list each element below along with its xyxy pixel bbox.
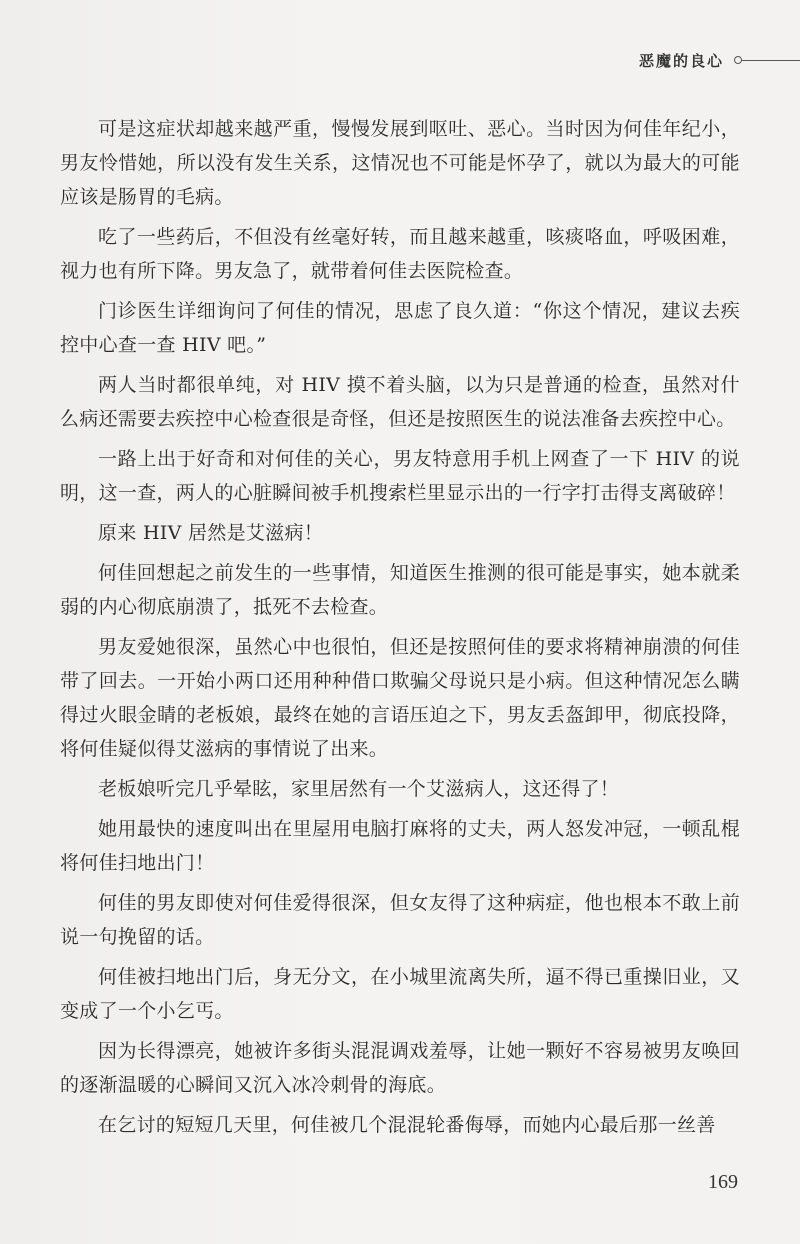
paragraph: 老板娘听完几乎晕眩，家里居然有一个艾滋病人，这还得了！ [98, 778, 620, 800]
paragraph: 男友爱她很深，虽然心中也很怕，但还是按照何佳的要求将精神崩溃的何佳带了回去。一开始小两口还用种种借口欺骗父母说只是小病。但这种情况怎么瞒得过火眼金睛的老板娘，最终在她的言语压迫之下，男友丢盔卸甲，彻底投降，将何佳疑似得艾滋病的事情说了出来。 [60, 636, 740, 760]
body-text [60, 112, 740, 1148]
running-head-title: 恶魔的良心 [638, 51, 724, 70]
paragraph: 门诊医生详细询问了何佳的情况，思虑了良久道：“你这个情况，建议去疾控中心查一查 HIV 吧。” [60, 300, 740, 356]
paragraph: 原来 HIV 居然是艾滋病！ [98, 522, 324, 544]
running-head [639, 46, 800, 74]
paragraph: 两人当时都很单纯，对 HIV 摸不着头脑，以为只是普通的检查，虽然对什么病还需要去疾控中心检查很是奇怪，但还是按照医生的说法准备去疾控中心。 [60, 374, 740, 430]
header-rule [742, 60, 800, 61]
paragraph: 因为长得漂亮，她被许多街头混混调戏羞辱，让她一颗好不容易被男友唤回的逐渐温暖的心瞬间又沉入冰冷刺骨的海底。 [60, 1040, 740, 1096]
paragraph: 何佳被扫地出门后，身无分文，在小城里流离失所，逼不得已重操旧业，又变成了一个小乞丐。 [60, 966, 740, 1022]
paragraph: 一路上出于好奇和对何佳的关心，男友特意用手机上网查了一下 HIV 的说明，这一查，两人的心脏瞬间被手机搜索栏里显示出的一行字打击得支离破碎！ [60, 448, 740, 504]
paragraph: 吃了一些药后，不但没有丝毫好转，而且越来越重，咳痰咯血，呼吸困难，视力也有所下降。男友急了，就带着何佳去医院检查。 [60, 226, 740, 282]
paragraph: 她用最快的速度叫出在里屋用电脑打麻将的丈夫，两人怒发冲冠，一顿乱棍将何佳扫地出门！ [60, 818, 740, 874]
paragraph: 何佳回想起之前发生的一些事情，知道医生推测的很可能是事实，她本就柔弱的内心彻底崩溃了，抵死不去检查。 [60, 562, 740, 618]
paragraph: 在乞讨的短短几天里，何佳被几个混混轮番侮辱，而她内心最后那一丝善 [98, 1114, 716, 1136]
page-number: 169 [708, 1171, 738, 1193]
paragraph: 可是这症状却越来越严重，慢慢发展到呕吐、恶心。当时因为何佳年纪小，男友怜惜她，所以没有发生关系，这情况也不可能是怀孕了，就以为最大的可能应该是肠胃的毛病。 [60, 118, 740, 208]
circle-ornament-icon [734, 56, 742, 64]
paragraph: 何佳的男友即使对何佳爱得很深，但女友得了这种病症，他也根本不敢上前说一句挽留的话。 [60, 892, 740, 948]
